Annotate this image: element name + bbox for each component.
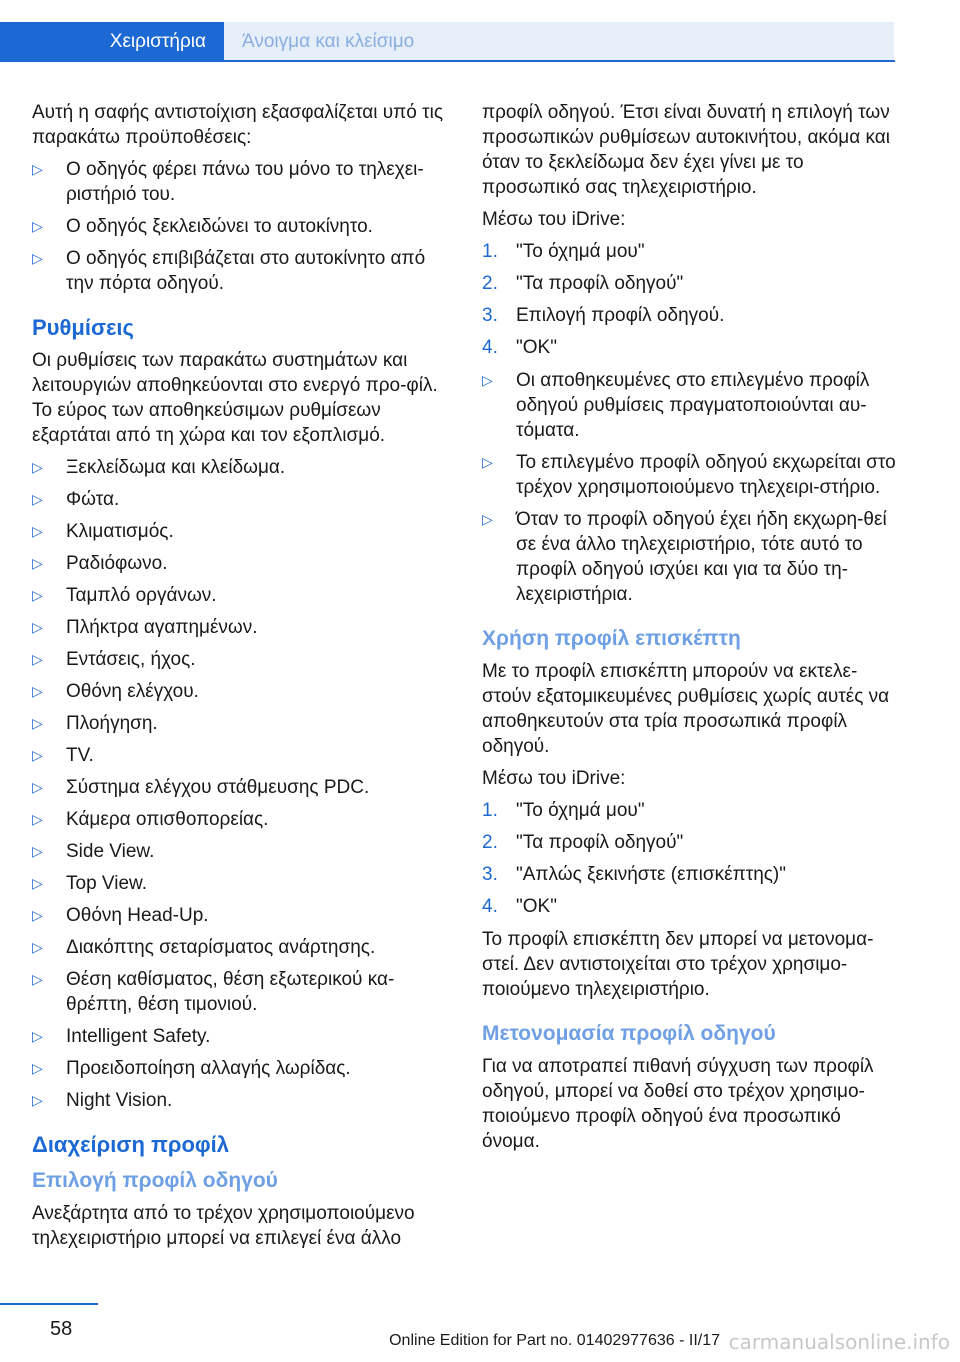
list-item xyxy=(32,455,452,480)
list-item-text: Πλοήγηση. xyxy=(66,713,158,734)
step-text: Επιλογή προφίλ οδηγού. xyxy=(516,305,725,326)
select-profile-paragraph: Ανεξάρτητα από το τρέχον χρησιμοποιούμενο τηλεχειριστήριο μπορεί να επιλεγεί ένα άλλο xyxy=(32,1203,415,1249)
list-item-text: Ταμπλό οργάνων. xyxy=(66,585,217,606)
step-number: 2. xyxy=(482,273,498,294)
page-number: 58 xyxy=(50,1318,73,1340)
continuation-paragraph: προφίλ οδηγού. Έτσι είναι δυνατή η επιλογή των προσωπικών ρυθμίσεων αυτοκινήτου, ακόμα και όταν το ξεκλείδωμα δεν έχει γίνει με το προσωπικό σας τηλεχειριστήριο. xyxy=(482,102,890,198)
list-item xyxy=(32,807,452,832)
list-item xyxy=(32,935,452,960)
list-item-text: Το επιλεγμένο προφίλ οδηγού εκχωρείται στο τρέχον χρησιμοποιούμενο τηλεχειρι-στήριο. xyxy=(516,452,896,498)
list-item xyxy=(32,246,452,296)
edition-note: Online Edition for Part no. 01402977636 - II/17 xyxy=(389,1332,720,1349)
triangle-right-icon: ▷ xyxy=(32,683,43,699)
step-item xyxy=(482,798,902,823)
list-item-text: Intelligent Safety. xyxy=(66,1026,211,1047)
list-item xyxy=(32,775,452,800)
list-item-text: Φώτα. xyxy=(66,489,120,510)
guest-profile-heading: Χρήση προφίλ επισκέπτη xyxy=(482,627,741,650)
step-number: 4. xyxy=(482,337,498,358)
step-item xyxy=(482,271,902,296)
list-item xyxy=(32,711,452,736)
step-text: "Τα προφίλ οδηγού" xyxy=(516,832,684,853)
list-item xyxy=(32,519,452,544)
triangle-right-icon: ▷ xyxy=(32,747,43,763)
list-item-text: Προειδοποίηση αλλαγής λωρίδας. xyxy=(66,1058,351,1079)
triangle-right-icon: ▷ xyxy=(32,907,43,923)
tab-opening-closing[interactable]: Άνοιγμα και κλείσιμο xyxy=(224,22,894,62)
conditions-list xyxy=(32,157,452,296)
right-column xyxy=(482,100,902,1161)
list-item-text: Ραδιόφωνο. xyxy=(66,553,168,574)
list-item-text: TV. xyxy=(66,745,94,766)
watermark: carmanualsonline.info xyxy=(728,1330,950,1354)
list-item xyxy=(32,647,452,672)
triangle-right-icon: ▷ xyxy=(32,843,43,859)
triangle-right-icon: ▷ xyxy=(482,372,493,388)
triangle-right-icon: ▷ xyxy=(32,555,43,571)
list-item-text: Ο οδηγός φέρει πάνω του μόνο το τηλεχει-ριστήριό του. xyxy=(66,159,424,205)
triangle-right-icon: ▷ xyxy=(32,619,43,635)
list-item-text: Ο οδηγός επιβιβάζεται στο αυτοκίνητο από την πόρτα οδηγού. xyxy=(66,248,426,294)
triangle-right-icon: ▷ xyxy=(32,1028,43,1044)
triangle-right-icon: ▷ xyxy=(32,218,43,234)
profile-management-heading: Διαχείριση προφίλ xyxy=(32,1132,229,1157)
triangle-right-icon: ▷ xyxy=(32,587,43,603)
list-item-text: Διακόπτης σεταρίσματος ανάρτησης. xyxy=(66,937,376,958)
list-item-text: Οθόνη Head-Up. xyxy=(66,905,209,926)
footer-divider xyxy=(0,1303,98,1305)
guest-profile-paragraph: Με το προφίλ επισκέπτη μπορούν να εκτελε-στούν εξατομικευμένες ρυθμίσεις χωρίς αυτές να αποθηκευτούν στα τρία προσωπικά προφίλ οδηγού. xyxy=(482,661,890,757)
list-item-text: Κλιματισμός. xyxy=(66,521,174,542)
rename-profile-paragraph: Για να αποτραπεί πιθανή σύγχυση των προφίλ οδηγού, μπορεί να δοθεί στο τρέχον χρησιμο-ποιούμενο προφίλ οδηγού ένα προσωπικό όνομα. xyxy=(482,1056,874,1152)
step-item xyxy=(482,830,902,855)
via-idrive-label-2: Μέσω του iDrive: xyxy=(482,768,626,789)
triangle-right-icon: ▷ xyxy=(32,523,43,539)
list-item xyxy=(32,551,452,576)
step-number: 3. xyxy=(482,305,498,326)
list-item xyxy=(482,507,902,607)
step-number: 1. xyxy=(482,800,498,821)
list-item xyxy=(32,967,452,1017)
rename-profile-heading: Μετονομασία προφίλ οδηγού xyxy=(482,1022,776,1045)
list-item xyxy=(482,450,902,500)
list-item xyxy=(32,871,452,896)
list-item xyxy=(32,743,452,768)
guest-note-paragraph: Το προφίλ επισκέπτη δεν μπορεί να μετονομα-στεί. Δεν αντιστοιχείται στο τρέχον χρησιμο-ποιούμενο τηλεχειριστήριο. xyxy=(482,929,874,1000)
triangle-right-icon: ▷ xyxy=(32,250,43,266)
select-notes-list xyxy=(482,368,902,607)
list-item xyxy=(32,487,452,512)
triangle-right-icon: ▷ xyxy=(32,715,43,731)
step-item xyxy=(482,862,902,887)
page-header xyxy=(0,0,960,62)
list-item-text: Side View. xyxy=(66,841,155,862)
triangle-right-icon: ▷ xyxy=(32,161,43,177)
list-item-text: Εντάσεις, ήχος. xyxy=(66,649,196,670)
settings-list xyxy=(32,455,452,1113)
via-idrive-label: Μέσω του iDrive: xyxy=(482,209,626,230)
triangle-right-icon: ▷ xyxy=(32,811,43,827)
list-item-text: Night Vision. xyxy=(66,1090,173,1111)
triangle-right-icon: ▷ xyxy=(32,1060,43,1076)
settings-heading: Ρυθμίσεις xyxy=(32,315,134,340)
guest-steps-list xyxy=(482,798,902,919)
triangle-right-icon: ▷ xyxy=(32,939,43,955)
list-item xyxy=(32,839,452,864)
tab-controls[interactable]: Χειριστήρια xyxy=(0,22,224,62)
step-number: 1. xyxy=(482,241,498,262)
step-text: "OK" xyxy=(516,896,557,917)
left-column xyxy=(32,100,452,1258)
list-item-text: Ξεκλείδωμα και κλείδωμα. xyxy=(66,457,286,478)
settings-paragraph: Οι ρυθμίσεις των παρακάτω συστημάτων και λειτουργιών αποθηκεύονται στο ενεργό προ-φίλ. Το εύρος των αποθηκεύσιμων ρυθμίσεων εξαρτάται από τη χώρα και τον εξοπλισμό. xyxy=(32,350,438,446)
list-item xyxy=(32,157,452,207)
list-item-text: Σύστημα ελέγχου στάθμευσης PDC. xyxy=(66,777,370,798)
step-item xyxy=(482,894,902,919)
list-item-text: Ο οδηγός ξεκλειδώνει το αυτοκίνητο. xyxy=(66,216,373,237)
triangle-right-icon: ▷ xyxy=(32,651,43,667)
triangle-right-icon: ▷ xyxy=(32,875,43,891)
list-item-text: Κάμερα οπισθοπορείας. xyxy=(66,809,269,830)
list-item-text: Θέση καθίσματος, θέση εξωτερικού κα-θρέπτη, θέση τιμονιού. xyxy=(66,969,395,1015)
list-item xyxy=(32,1088,452,1113)
triangle-right-icon: ▷ xyxy=(32,779,43,795)
list-item xyxy=(32,1056,452,1081)
step-text: "OK" xyxy=(516,337,557,358)
list-item xyxy=(32,615,452,640)
triangle-right-icon: ▷ xyxy=(32,459,43,475)
list-item xyxy=(32,1024,452,1049)
header-divider xyxy=(0,60,895,62)
triangle-right-icon: ▷ xyxy=(32,971,43,987)
step-item xyxy=(482,239,902,264)
list-item-text: Οι αποθηκευμένες στο επιλεγμένο προφίλ οδηγού ρυθμίσεις πραγματοποιούνται αυ-τόματα. xyxy=(516,370,870,441)
step-text: "Απλώς ξεκινήστε (επισκέπτης)" xyxy=(516,864,786,885)
step-number: 2. xyxy=(482,832,498,853)
list-item xyxy=(482,368,902,443)
step-text: "Τα προφίλ οδηγού" xyxy=(516,273,684,294)
triangle-right-icon: ▷ xyxy=(32,491,43,507)
step-item xyxy=(482,303,902,328)
triangle-right-icon: ▷ xyxy=(482,511,493,527)
list-item xyxy=(32,679,452,704)
list-item xyxy=(32,214,452,239)
step-item xyxy=(482,335,902,360)
select-profile-heading: Επιλογή προφίλ οδηγού xyxy=(32,1169,278,1192)
list-item-text: Όταν το προφίλ οδηγού έχει ήδη εκχωρη-θεί σε ένα άλλο τηλεχειριστήριο, τότε αυτό το προφίλ οδηγού ισχύει και για τα δύο τη-λεχειριστήρια. xyxy=(516,509,887,605)
triangle-right-icon: ▷ xyxy=(482,454,493,470)
triangle-right-icon: ▷ xyxy=(32,1092,43,1108)
select-steps-list xyxy=(482,239,902,360)
intro-paragraph: Αυτή η σαφής αντιστοίχιση εξασφαλίζεται υπό τις παρακάτω προϋποθέσεις: xyxy=(32,102,444,148)
step-text: "Το όχημά μου" xyxy=(516,241,645,262)
list-item-text: Top View. xyxy=(66,873,147,894)
step-number: 4. xyxy=(482,896,498,917)
list-item-text: Πλήκτρα αγαπημένων. xyxy=(66,617,258,638)
list-item xyxy=(32,903,452,928)
list-item xyxy=(32,583,452,608)
step-number: 3. xyxy=(482,864,498,885)
step-text: "Το όχημά μου" xyxy=(516,800,645,821)
list-item-text: Οθόνη ελέγχου. xyxy=(66,681,199,702)
